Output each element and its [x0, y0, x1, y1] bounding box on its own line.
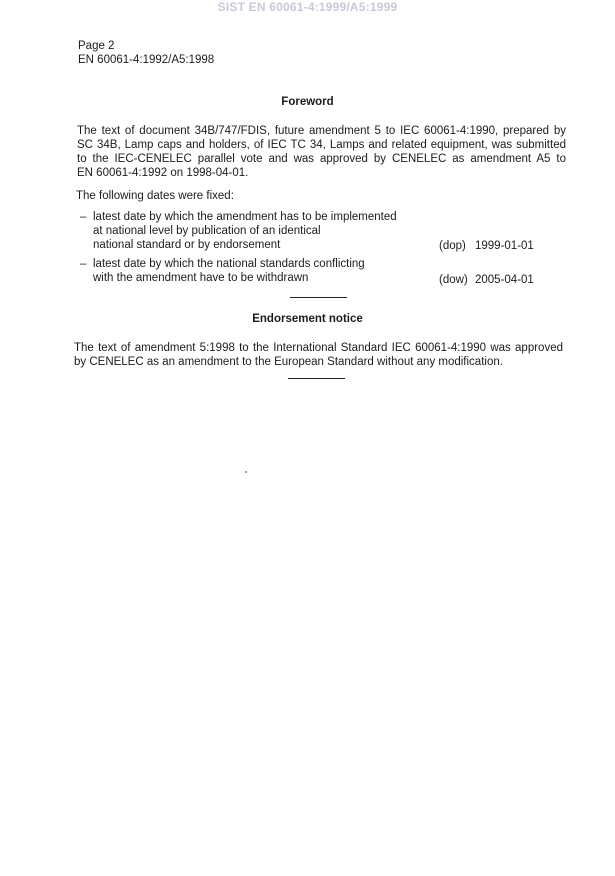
foreword-heading: Foreword: [281, 96, 334, 108]
date-item-dash: –: [80, 211, 87, 223]
date-item-text: national standard or by endorsement: [93, 239, 281, 251]
watermark-title: SIST EN 60061-4:1999/A5:1999: [217, 0, 398, 14]
dop-date: 1999-01-01: [475, 240, 534, 252]
foreword-line-1: The text of document 34B/747/FDIS, future amendment 5 to IEC 60061-4:1990, prepared by: [77, 125, 566, 137]
date-item-text: latest date by which the national standards conflicting: [93, 258, 365, 270]
dates-intro: The following dates were fixed:: [76, 190, 234, 202]
standard-reference: EN 60061-4:1992/A5:1998: [78, 54, 215, 66]
date-item-dash: –: [80, 258, 87, 270]
scan-speck: [245, 471, 247, 473]
endorsement-line-2: by CENELEC as an amendment to the European Standard without any modification.: [74, 356, 503, 368]
foreword-line-3: to the IEC-CENELEC parallel vote and was approved by CENELEC as amendment A5 to: [77, 153, 566, 165]
page-number: Page 2: [78, 40, 115, 52]
date-item-text: at national level by publication of an identical: [93, 225, 321, 237]
endorsement-paragraph: [74, 341, 563, 369]
dop-code: (dop): [439, 240, 466, 252]
foreword-line-2: SC 34B, Lamp caps and holders, of IEC TC 34, Lamps and related equipment, was submitted: [77, 139, 566, 151]
date-item-text: latest date by which the amendment has to be implemented: [93, 211, 397, 223]
endorsement-heading: Endorsement notice: [252, 313, 363, 325]
section-divider: [290, 297, 347, 298]
foreword-line-4: EN 60061-4:1992 on 1998-04-01.: [77, 167, 249, 179]
page-header: [78, 39, 214, 67]
foreword-paragraph: [77, 124, 566, 180]
end-divider: [288, 378, 345, 379]
dow-date: 2005-04-01: [475, 274, 534, 286]
endorsement-line-1: The text of amendment 5:1998 to the International Standard IEC 60061-4:1990 was approved: [74, 342, 563, 354]
dow-code: (dow): [439, 274, 468, 286]
date-item-text: with the amendment have to be withdrawn: [93, 272, 309, 284]
